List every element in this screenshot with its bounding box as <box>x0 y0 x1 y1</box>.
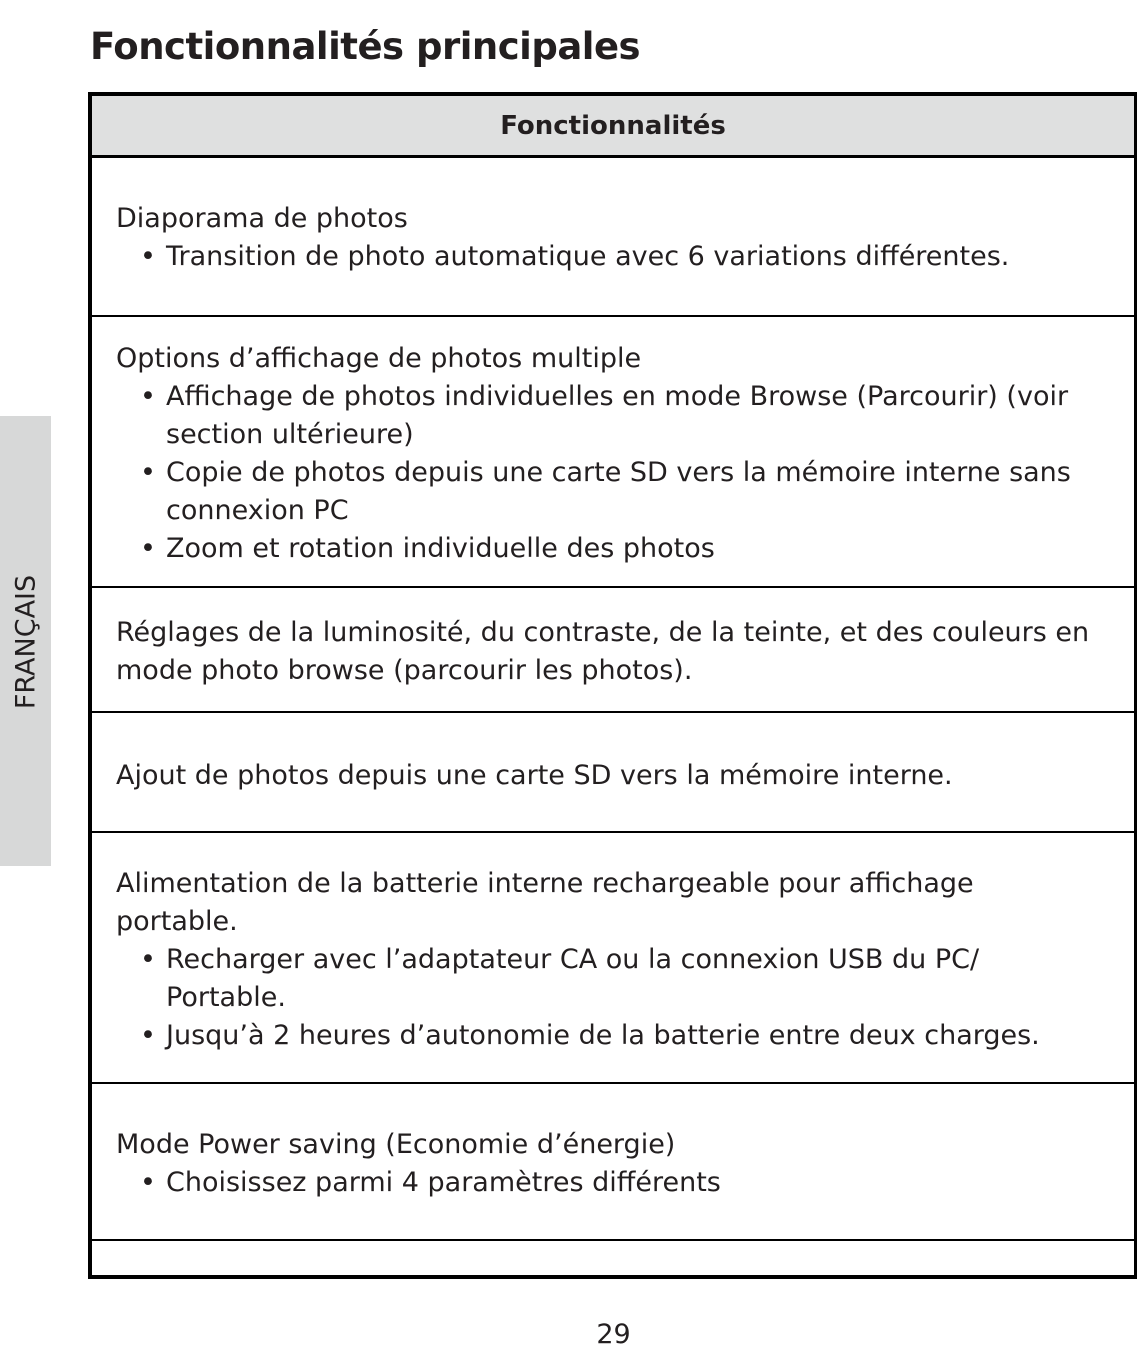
page-number: 29 <box>596 1319 631 1350</box>
feature-title: Mode Power saving (Economie d’énergie) <box>116 1129 676 1160</box>
table-header: Fonctionnalités <box>92 96 1134 158</box>
language-side-tab-label: FRANÇAIS <box>10 574 42 710</box>
empty-row <box>92 1241 1134 1275</box>
feature-bullets <box>116 941 1120 1055</box>
feature-bullet: • Zoom et rotation individuelle des photos <box>116 530 1120 568</box>
feature-title: Diaporama de photos <box>116 203 408 234</box>
feature-title: Options d’affichage de photos multiple <box>116 343 642 374</box>
feature-bullet: • Recharger avec l’adaptateur CA ou la connexion USB du PC/ Portable. <box>116 941 1120 1017</box>
feature-row-sd-copy <box>92 713 1134 833</box>
feature-bullet: • Jusqu’à 2 heures d’autonomie de la batterie entre deux charges. <box>116 1017 1120 1055</box>
feature-title: Alimentation de la batterie interne rechargeable pour affichage portable. <box>116 868 974 937</box>
feature-row-power-saving <box>92 1084 1134 1241</box>
feature-row-image-settings <box>92 588 1134 713</box>
feature-bullet: • Choisissez parmi 4 paramètres différents <box>116 1164 1120 1202</box>
feature-bullets <box>116 238 1120 276</box>
feature-bullet: • Transition de photo automatique avec 6 variations différentes. <box>116 238 1120 276</box>
feature-bullets <box>116 1164 1120 1202</box>
feature-bullet: • Affichage de photos individuelles en mode Browse (Parcourir) (voir section ultérieure) <box>116 378 1120 454</box>
feature-bullet: • Copie de photos depuis une carte SD vers la mémoire interne sans connexion PC <box>116 454 1120 530</box>
page-title: Fonctionnalités principales <box>90 24 641 68</box>
feature-title: Réglages de la luminosité, du contraste, de la teinte, et des couleurs en mode photo browse (parcourir les photos). <box>116 617 1090 686</box>
feature-title: Ajout de photos depuis une carte SD vers la mémoire interne. <box>116 760 953 791</box>
feature-row-slideshow <box>92 158 1134 317</box>
feature-bullets <box>116 378 1120 568</box>
feature-row-battery <box>92 833 1134 1084</box>
feature-row-display-options <box>92 317 1134 588</box>
features-table <box>88 92 1137 1279</box>
